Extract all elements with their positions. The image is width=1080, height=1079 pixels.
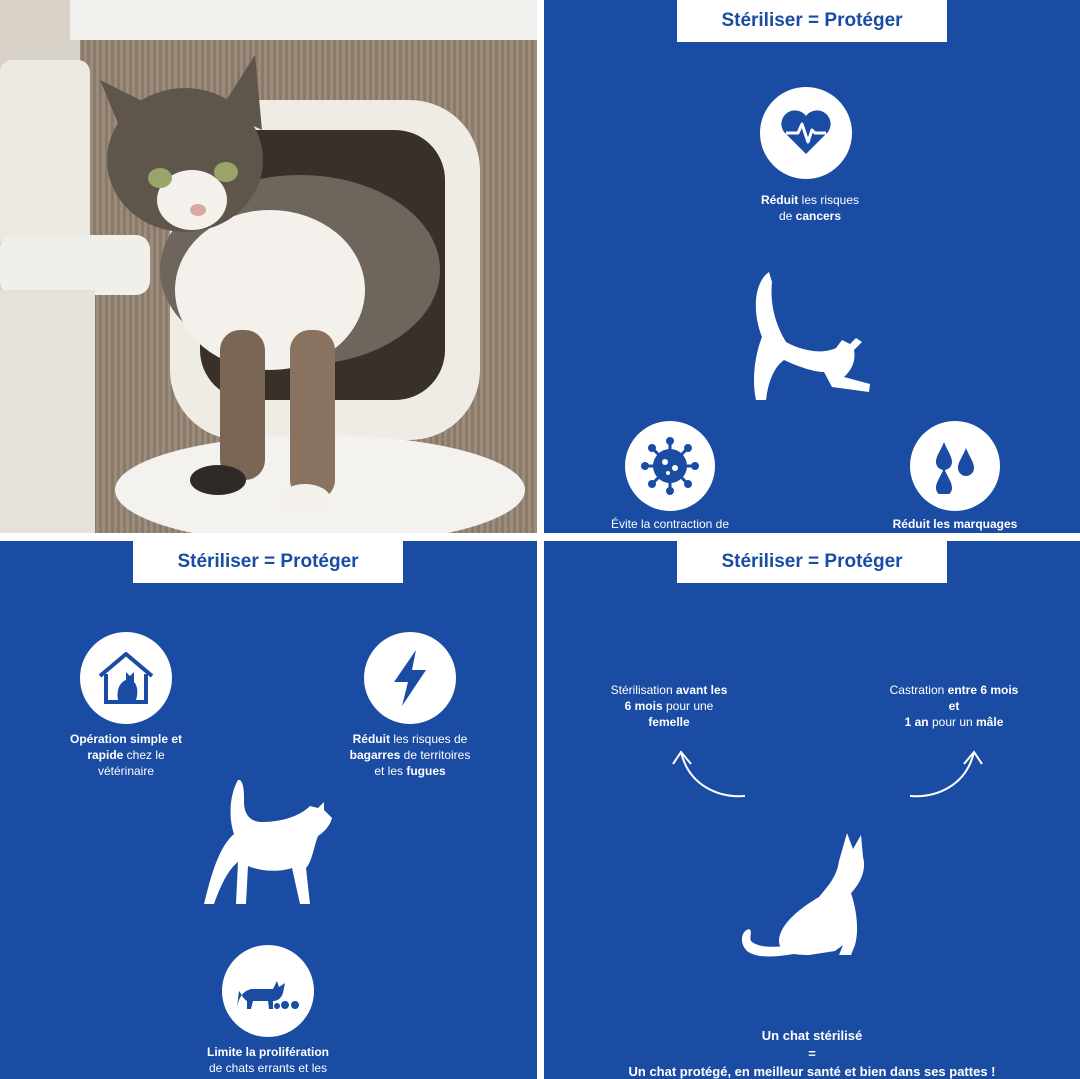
banner-title: Stériliser = Protéger <box>677 541 947 583</box>
banner-title: Stériliser = Protéger <box>677 0 947 42</box>
operation-caption: Opération simple et rapide chez le vétérinaire <box>69 732 183 778</box>
walking-cat-silhouette <box>204 780 332 904</box>
house-cat-icon <box>80 632 172 724</box>
heart-pulse-icon <box>760 87 852 179</box>
female-caption: Stérilisation avant les 6 mois pour une femelle <box>610 683 728 729</box>
cancer-caption: Réduit les risques de cancers <box>760 193 860 223</box>
proliferation-caption: Limite la prolifération de chats errants et les <box>206 1045 329 1075</box>
marking-caption: Réduit les marquages <box>892 517 1018 531</box>
panel-sterilization-age <box>544 541 1080 1079</box>
conclusion: Un chat stérilisé = Un chat protégé, en meilleur santé et bien dans ses pattes ! <box>628 1028 996 1079</box>
lightning-icon <box>364 632 456 724</box>
drops-icon <box>910 421 1000 511</box>
virus-caption: Évite la contraction de <box>610 517 730 531</box>
cat-photo <box>0 0 537 533</box>
panel-protection-2 <box>0 541 537 1079</box>
male-caption: Castration entre 6 mois et 1 an pour un mâle <box>889 683 1019 729</box>
virus-icon <box>625 421 715 511</box>
panel-protection-1 <box>544 0 1080 533</box>
cat-photo-illustration <box>0 0 537 533</box>
banner-title: Stériliser = Protéger <box>133 541 403 583</box>
fights-caption: Réduit les risques de bagarres de territoires et les fugues <box>349 732 471 778</box>
arrow-left-icon <box>669 746 749 806</box>
stretching-cat-silhouette <box>744 262 879 404</box>
cat-family-icon <box>222 945 314 1037</box>
sitting-cat-silhouette <box>739 831 884 961</box>
arrow-right-icon <box>906 746 986 806</box>
